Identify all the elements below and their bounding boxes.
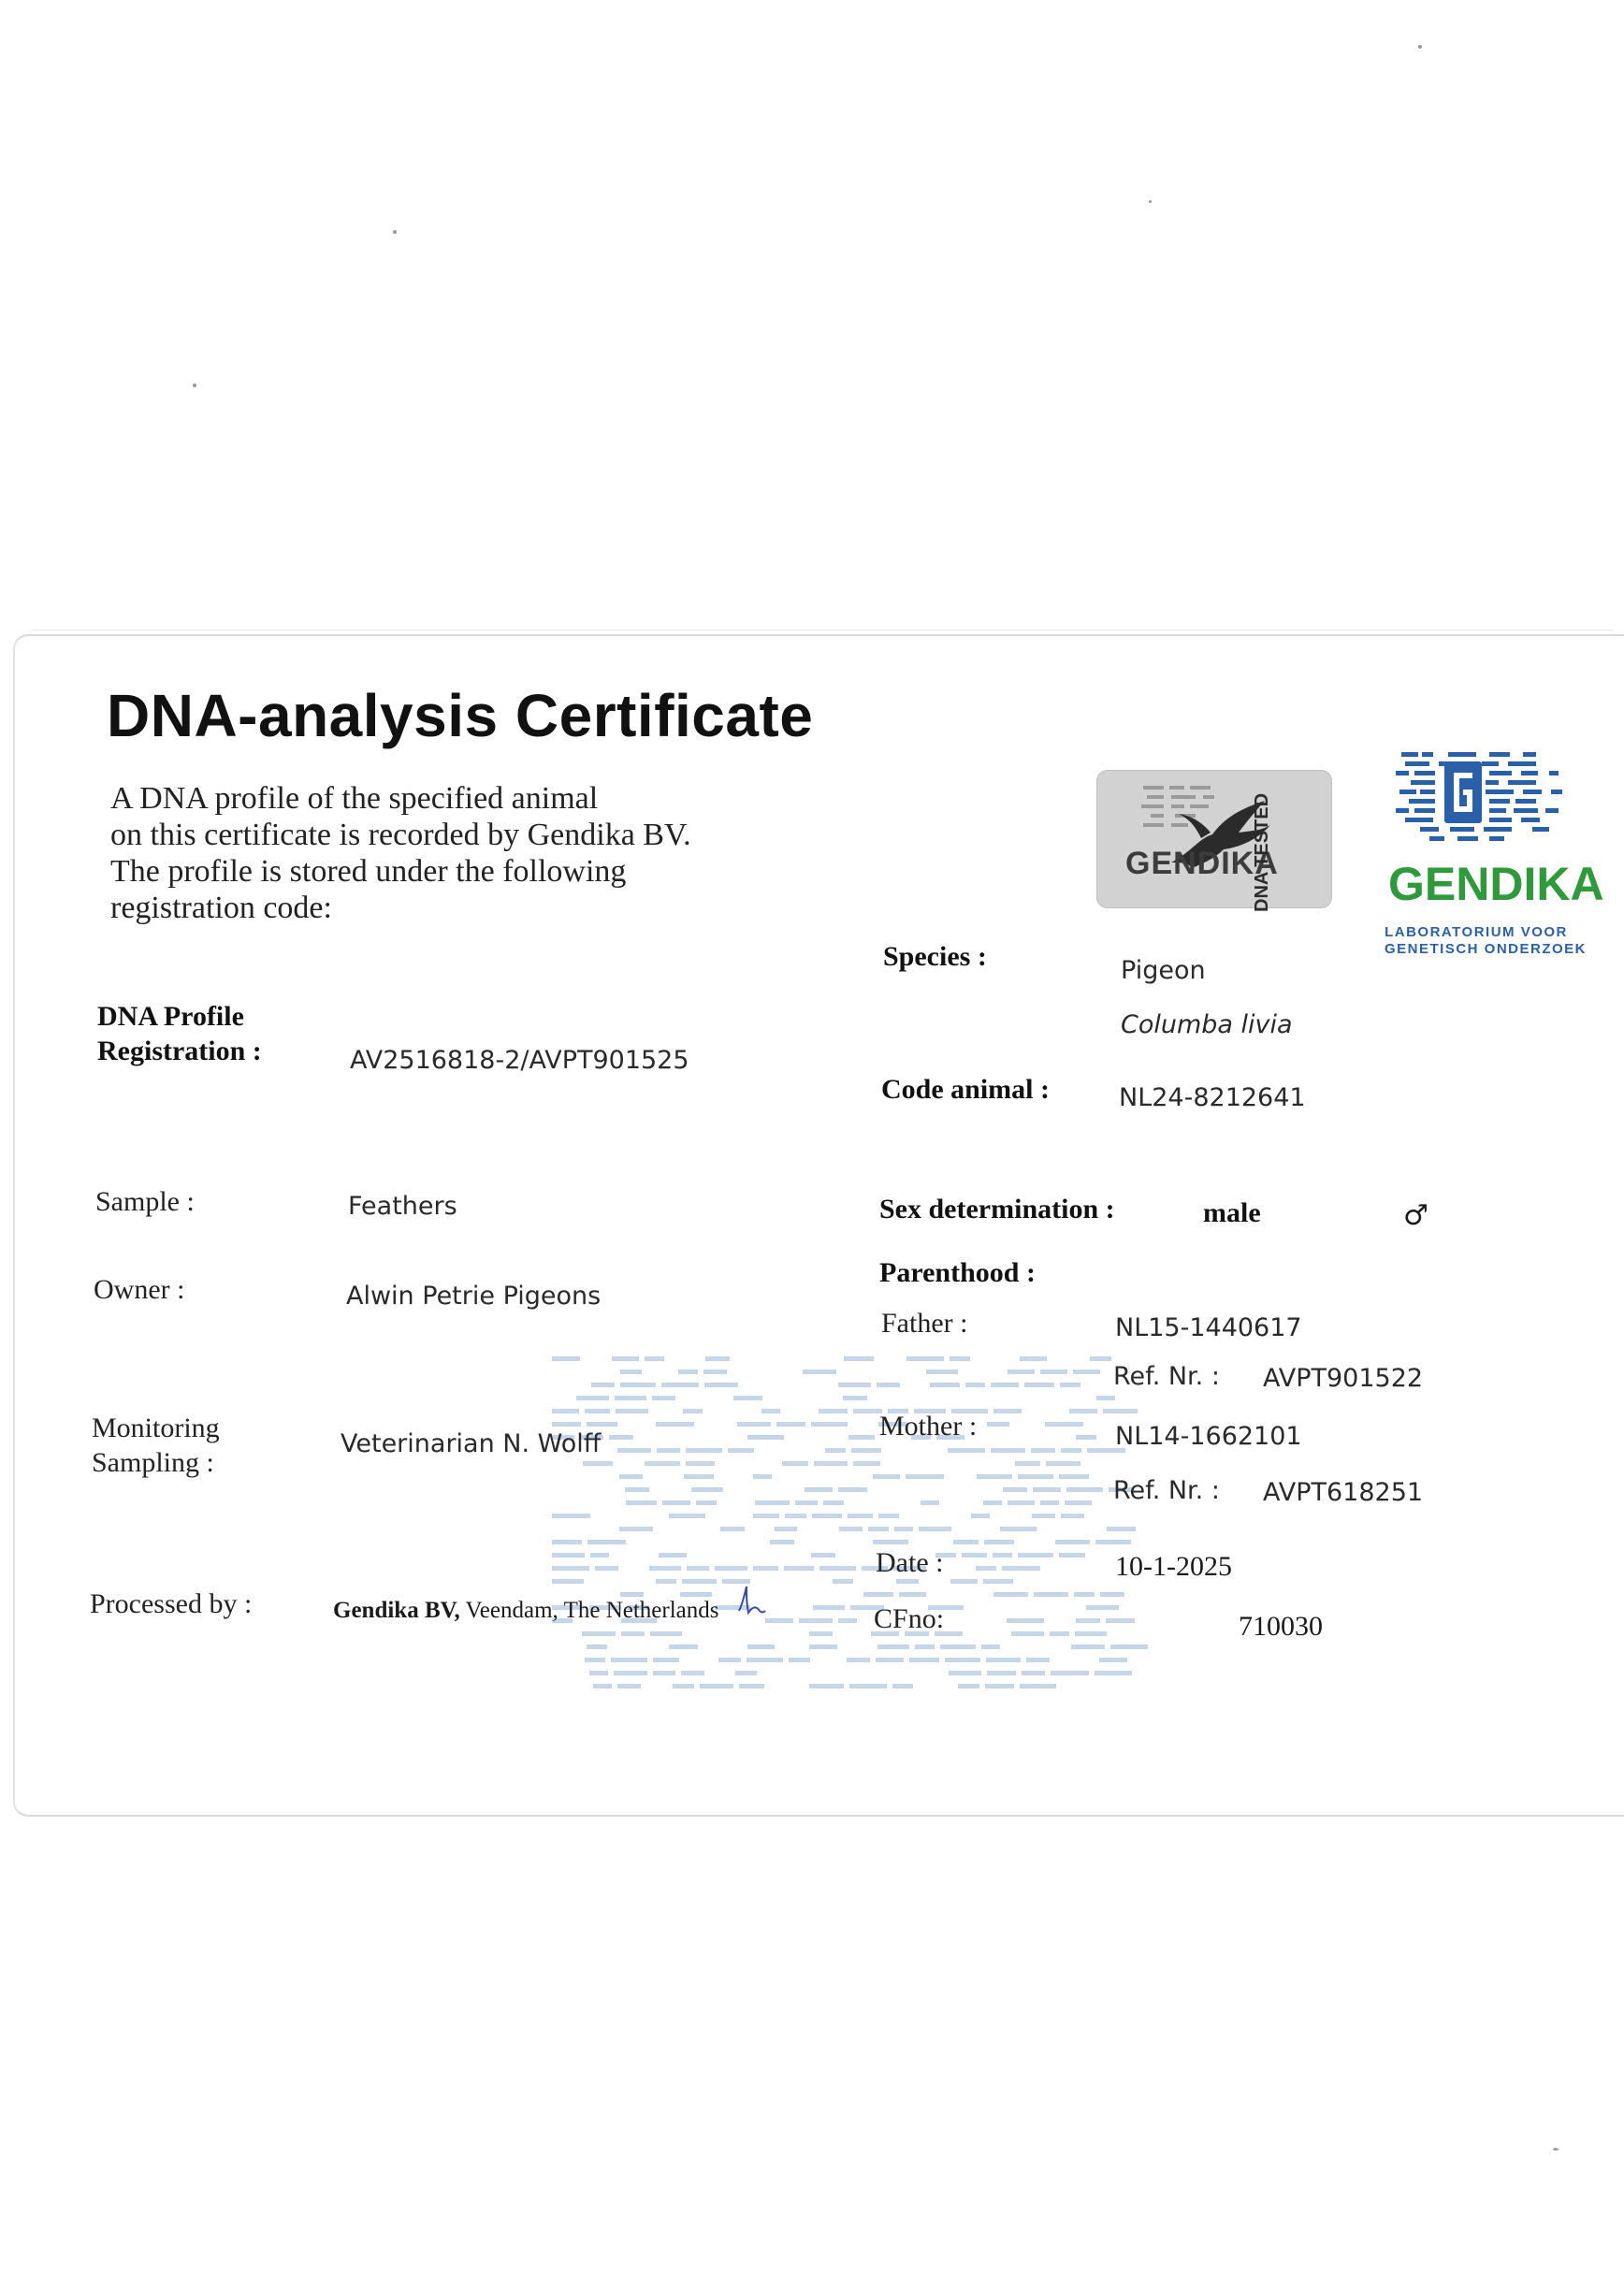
watermark-dash	[981, 1645, 1000, 1649]
cfno-value: 710030	[1239, 1611, 1323, 1642]
watermark-dash	[906, 1474, 944, 1479]
watermark-dash	[896, 1579, 919, 1584]
watermark-dash	[1076, 1618, 1100, 1623]
watermark-dash	[1073, 1369, 1100, 1374]
watermark-dash	[1065, 1500, 1092, 1505]
watermark-dash	[657, 1448, 680, 1453]
watermark-dash	[987, 1422, 1009, 1427]
watermark-dash	[873, 1540, 908, 1544]
watermark-dash	[1034, 1592, 1068, 1597]
watermark-dash	[649, 1566, 681, 1571]
watermark-dash	[877, 1383, 900, 1387]
watermark-dash	[720, 1527, 745, 1531]
intro-line: on this certificate is recorded by Gendika BV.	[110, 818, 691, 852]
certificate-title: DNA-analysis Certificate	[107, 682, 814, 749]
owner-value: Alwin Petrie Pigeons	[346, 1282, 602, 1311]
watermark-dash	[681, 1671, 704, 1675]
watermark-dash	[653, 1658, 679, 1662]
watermark-dash	[1110, 1645, 1148, 1649]
processed-value	[333, 1598, 719, 1624]
date-value: 10-1-2025	[1115, 1551, 1232, 1582]
mother-value: NL14-1662101	[1115, 1422, 1302, 1451]
watermark-dash	[789, 1658, 810, 1662]
lab-subtitle-line: LABORATORIUM VOOR	[1385, 924, 1568, 940]
watermark-dash	[795, 1500, 818, 1505]
watermark-dash	[811, 1422, 848, 1427]
monitoring-label-line: Monitoring	[92, 1413, 220, 1443]
watermark-dash	[616, 1409, 648, 1413]
watermark-dash	[1020, 1356, 1047, 1361]
watermark-dash	[587, 1645, 607, 1649]
watermark-dash	[662, 1500, 690, 1505]
gendika-watermark	[552, 1356, 1132, 1712]
code-animal-value: NL24-8212641	[1119, 1083, 1306, 1112]
watermark-dash	[985, 1684, 1014, 1688]
watermark-dash	[953, 1540, 979, 1544]
watermark-dash	[1040, 1369, 1067, 1374]
watermark-dash	[945, 1658, 980, 1662]
watermark-dash	[704, 1383, 738, 1387]
processed-company: Gendika BV,	[333, 1598, 460, 1623]
watermark-dash	[645, 1461, 680, 1466]
monitoring-value: Veterinarian N. Wolff	[341, 1429, 602, 1458]
watermark-dash	[1099, 1658, 1127, 1662]
watermark-dash	[1011, 1631, 1044, 1636]
scan-speck	[1149, 200, 1152, 203]
watermark-dash	[715, 1566, 747, 1571]
watermark-dash	[1008, 1500, 1035, 1505]
scan-speck	[393, 230, 397, 234]
watermark-dash	[1022, 1671, 1045, 1675]
gendika-logo-icon	[1392, 748, 1570, 851]
watermark-dash	[784, 1566, 814, 1571]
watermark-dash	[686, 1461, 715, 1466]
watermark-dash	[1046, 1461, 1080, 1466]
species-label: Species :	[883, 941, 987, 972]
watermark-dash	[652, 1396, 675, 1400]
watermark-dash	[737, 1422, 771, 1427]
watermark-dash	[1107, 1527, 1136, 1531]
watermark-dash	[669, 1645, 698, 1649]
watermark-dash	[619, 1527, 653, 1531]
watermark-dash	[809, 1631, 833, 1636]
scan-speck	[1553, 2148, 1559, 2151]
sample-label: Sample :	[95, 1186, 195, 1217]
watermark-dash	[552, 1422, 581, 1427]
watermark-dash	[853, 1461, 880, 1466]
registration-label-line: DNA Profile	[97, 1001, 244, 1032]
watermark-dash	[753, 1566, 778, 1571]
watermark-dash	[1106, 1618, 1135, 1623]
watermark-dash	[873, 1474, 900, 1479]
watermark-dash	[809, 1684, 844, 1688]
watermark-dash	[625, 1487, 649, 1492]
watermark-dash	[728, 1448, 754, 1453]
intro-line: A DNA profile of the specified animal	[110, 781, 599, 816]
watermark-dash	[1103, 1409, 1138, 1413]
watermark-dash	[669, 1514, 705, 1518]
watermark-dash	[617, 1684, 641, 1688]
father-value: NL15-1440617	[1115, 1313, 1302, 1342]
watermark-dash	[552, 1553, 585, 1558]
watermark-dash	[984, 1540, 1014, 1544]
watermark-dash	[838, 1383, 871, 1387]
watermark-dash	[1074, 1592, 1095, 1597]
lab-brand: GENDIKA	[1388, 858, 1604, 910]
species-latin-value: Columba livia	[1121, 1010, 1293, 1039]
watermark-dash	[656, 1422, 694, 1427]
watermark-dash	[612, 1356, 639, 1361]
badge-tag-text: DNA TESTED	[1252, 792, 1272, 912]
watermark-dash	[583, 1461, 613, 1466]
watermark-dash	[849, 1684, 887, 1688]
watermark-dash	[848, 1514, 873, 1518]
watermark-dash	[619, 1474, 643, 1479]
watermark-dash	[591, 1383, 615, 1387]
watermark-dash	[833, 1579, 853, 1584]
watermark-dash	[993, 1592, 1028, 1597]
watermark-dash	[915, 1645, 935, 1649]
watermark-dash	[1020, 1684, 1056, 1688]
watermark-dash	[593, 1684, 612, 1688]
processed-label: Processed by :	[90, 1588, 253, 1619]
scan-speck	[193, 384, 196, 387]
watermark-dash	[552, 1579, 584, 1584]
watermark-dash	[705, 1356, 730, 1361]
watermark-dash	[611, 1658, 647, 1662]
watermark-dash	[753, 1514, 779, 1518]
watermark-dash	[950, 1579, 978, 1584]
watermark-dash	[1040, 1500, 1059, 1505]
watermark-dash	[811, 1553, 835, 1558]
watermark-dash	[735, 1671, 757, 1675]
watermark-dash	[1007, 1618, 1044, 1623]
watermark-dash	[755, 1500, 790, 1505]
watermark-dash	[949, 1671, 981, 1675]
watermark-dash	[909, 1658, 939, 1662]
watermark-dash	[1059, 1553, 1085, 1558]
mother-label: Mother :	[879, 1411, 978, 1442]
watermark-dash	[687, 1566, 709, 1571]
watermark-dash	[1095, 1540, 1131, 1544]
mother-ref-label: Ref. Nr. :	[1113, 1476, 1220, 1505]
watermark-dash	[626, 1500, 657, 1505]
watermark-dash	[1045, 1422, 1083, 1427]
watermark-dash	[587, 1422, 617, 1427]
watermark-dash	[614, 1671, 647, 1675]
watermark-dash	[878, 1514, 899, 1518]
watermark-dash	[1018, 1474, 1053, 1479]
watermark-dash	[552, 1409, 579, 1413]
watermark-dash	[1059, 1474, 1089, 1479]
father-label: Father :	[881, 1308, 968, 1339]
watermark-dash	[765, 1618, 793, 1623]
lab-subtitle-line: GENETISCH ONDERZOEK	[1385, 941, 1588, 957]
watermark-dash	[1096, 1396, 1115, 1400]
watermark-dash	[650, 1631, 682, 1636]
watermark-dash	[782, 1461, 808, 1466]
watermark-dash	[645, 1356, 664, 1361]
watermark-dash	[838, 1618, 857, 1623]
watermark-dash	[803, 1369, 836, 1374]
male-icon: ♂	[1403, 1199, 1428, 1232]
watermark-dash	[805, 1487, 833, 1492]
watermark-dash	[876, 1658, 904, 1662]
watermark-dash	[843, 1396, 867, 1400]
watermark-dash	[1008, 1369, 1035, 1374]
intro-line: The profile is stored under the following	[110, 854, 627, 889]
watermark-dash	[585, 1658, 605, 1662]
watermark-dash	[1071, 1645, 1105, 1649]
watermark-dash	[776, 1422, 805, 1427]
intro-line: registration code:	[110, 891, 332, 925]
watermark-dash	[1075, 1631, 1107, 1636]
watermark-dash	[673, 1684, 694, 1688]
watermark-dash	[1026, 1658, 1050, 1662]
watermark-dash	[971, 1514, 990, 1518]
watermark-dash	[948, 1448, 985, 1453]
watermark-dash	[958, 1684, 979, 1688]
watermark-dash	[892, 1684, 913, 1688]
watermark-dash	[585, 1409, 610, 1413]
watermark-dash	[851, 1448, 881, 1453]
watermark-dash	[684, 1474, 714, 1479]
watermark-dash	[921, 1500, 939, 1505]
father-ref-label: Ref. Nr. :	[1113, 1362, 1220, 1391]
watermark-dash	[987, 1671, 1016, 1675]
watermark-dash	[965, 1383, 985, 1387]
watermark-dash	[926, 1369, 958, 1374]
watermark-dash	[739, 1684, 764, 1688]
watermark-dash	[747, 1658, 783, 1662]
watermark-dash	[848, 1435, 875, 1440]
watermark-dash	[993, 1409, 1022, 1413]
watermark-dash	[825, 1448, 846, 1453]
watermark-dash	[983, 1579, 1013, 1584]
watermark-dash	[1024, 1383, 1054, 1387]
watermark-dash	[1086, 1605, 1119, 1610]
watermark-dash	[552, 1356, 580, 1361]
parenthood-label: Parenthood :	[879, 1257, 1036, 1288]
watermark-dash	[799, 1618, 833, 1623]
watermark-dash	[733, 1396, 762, 1400]
watermark-dash	[621, 1631, 645, 1636]
watermark-dash	[1060, 1383, 1080, 1387]
watermark-dash	[986, 1658, 1021, 1662]
watermark-dash	[587, 1540, 626, 1544]
watermark-dash	[1061, 1514, 1084, 1518]
watermark-dash	[1032, 1514, 1055, 1518]
code-animal-label: Code animal :	[881, 1074, 1050, 1105]
species-common-value: Pigeon	[1121, 956, 1206, 985]
watermark-dash	[775, 1527, 797, 1531]
watermark-dash	[983, 1500, 1002, 1505]
watermark-dash	[1000, 1527, 1037, 1531]
watermark-dash	[1015, 1461, 1040, 1466]
watermark-dash	[700, 1684, 733, 1688]
watermark-dash	[595, 1566, 618, 1571]
watermark-dash	[977, 1474, 1012, 1479]
watermark-dash	[678, 1369, 698, 1374]
watermark-dash	[659, 1553, 687, 1558]
watermark-dash	[844, 1356, 874, 1361]
watermark-dash	[919, 1527, 951, 1531]
watermark-dash	[1069, 1409, 1097, 1413]
watermark-dash	[819, 1409, 848, 1413]
monitoring-label	[92, 1411, 220, 1480]
watermark-dash	[552, 1514, 590, 1518]
watermark-dash	[1031, 1448, 1055, 1453]
father-ref-value: AVPT901522	[1263, 1364, 1424, 1393]
watermark-dash	[617, 1448, 651, 1453]
watermark-dash	[1061, 1448, 1081, 1453]
watermark-dash	[853, 1409, 882, 1413]
watermark-dash	[785, 1514, 806, 1518]
watermark-dash	[1003, 1487, 1027, 1492]
watermark-dash	[1066, 1487, 1103, 1492]
watermark-dash	[993, 1553, 1012, 1558]
watermark-dash	[589, 1671, 608, 1675]
watermark-dash	[1002, 1566, 1040, 1571]
watermark-dash	[906, 1356, 944, 1361]
watermark-dash	[1100, 1592, 1124, 1597]
registration-value: AV2516818-2/AVPT901525	[350, 1046, 689, 1075]
watermark-dash	[838, 1487, 867, 1492]
watermark-dash	[620, 1369, 642, 1374]
mother-ref-value: AVPT618251	[1263, 1478, 1424, 1507]
watermark-dash	[680, 1592, 712, 1597]
registration-label	[97, 999, 262, 1068]
watermark-dash	[839, 1527, 863, 1531]
watermark-dash	[899, 1592, 926, 1597]
sex-determination-label: Sex determination :	[879, 1194, 1115, 1224]
monitoring-label-line: Sampling :	[92, 1447, 214, 1478]
watermark-dash	[877, 1645, 909, 1649]
signature-mark	[735, 1583, 767, 1620]
watermark-dash	[823, 1500, 844, 1505]
badge-brand: GENDIKA	[1125, 846, 1279, 881]
intro-text	[110, 780, 691, 926]
watermark-dash	[813, 1605, 845, 1610]
date-label: Date :	[876, 1547, 944, 1578]
watermark-dash	[747, 1435, 784, 1440]
watermark-dash	[991, 1383, 1019, 1387]
watermark-dash	[576, 1396, 609, 1400]
watermark-dash	[661, 1383, 699, 1387]
processed-place: Veendam, The Netherlands	[459, 1598, 719, 1623]
watermark-dash	[991, 1448, 1025, 1453]
watermark-dash	[940, 1645, 976, 1649]
watermark-dash	[770, 1540, 794, 1544]
badge-tag	[1252, 781, 1316, 912]
watermark-dash	[620, 1383, 656, 1387]
watermark-dash	[653, 1671, 675, 1675]
watermark-dash	[1051, 1671, 1089, 1675]
watermark-dash	[552, 1540, 582, 1544]
watermark-dash	[703, 1369, 727, 1374]
watermark-dash	[747, 1645, 775, 1649]
watermark-dash	[615, 1396, 646, 1400]
sample-value: Feathers	[348, 1192, 457, 1221]
watermark-dash	[1055, 1540, 1090, 1544]
watermark-dash	[847, 1658, 870, 1662]
watermark-dash	[718, 1658, 741, 1662]
watermark-dash	[686, 1448, 722, 1453]
watermark-dash	[582, 1631, 616, 1636]
watermark-dash	[656, 1579, 676, 1584]
watermark-dash	[683, 1409, 703, 1413]
watermark-dash	[761, 1409, 780, 1413]
lab-subtitle	[1385, 924, 1588, 958]
sex-value: male	[1203, 1197, 1261, 1228]
owner-label: Owner :	[94, 1274, 185, 1305]
watermark-dash	[863, 1592, 893, 1597]
watermark-dash	[894, 1527, 913, 1531]
watermark-dash	[1018, 1553, 1053, 1558]
watermark-dash	[1050, 1631, 1069, 1636]
watermark-dash	[753, 1474, 772, 1479]
watermark-dash	[620, 1592, 644, 1597]
watermark-dash	[819, 1566, 856, 1571]
watermark-dash	[609, 1435, 633, 1440]
watermark-dash	[930, 1383, 960, 1387]
watermark-dash	[1095, 1671, 1132, 1675]
watermark-dash	[552, 1566, 589, 1571]
watermark-dash	[814, 1461, 848, 1466]
watermark-dash	[868, 1527, 889, 1531]
registration-label-line: Registration :	[97, 1036, 262, 1066]
scan-speck	[1418, 45, 1422, 49]
watermark-dash	[976, 1566, 996, 1571]
watermark-dash	[691, 1487, 723, 1492]
watermark-dash	[950, 1356, 970, 1361]
cfno-label: CFno:	[874, 1603, 945, 1634]
watermark-dash	[812, 1514, 842, 1518]
watermark-dash	[682, 1579, 717, 1584]
watermark-dash	[696, 1500, 717, 1505]
watermark-dash	[962, 1553, 987, 1558]
watermark-dash	[1033, 1487, 1061, 1492]
watermark-dash	[809, 1645, 837, 1649]
watermark-dash	[590, 1553, 609, 1558]
watermark-dash	[1090, 1356, 1111, 1361]
watermark-dash	[1076, 1435, 1096, 1440]
